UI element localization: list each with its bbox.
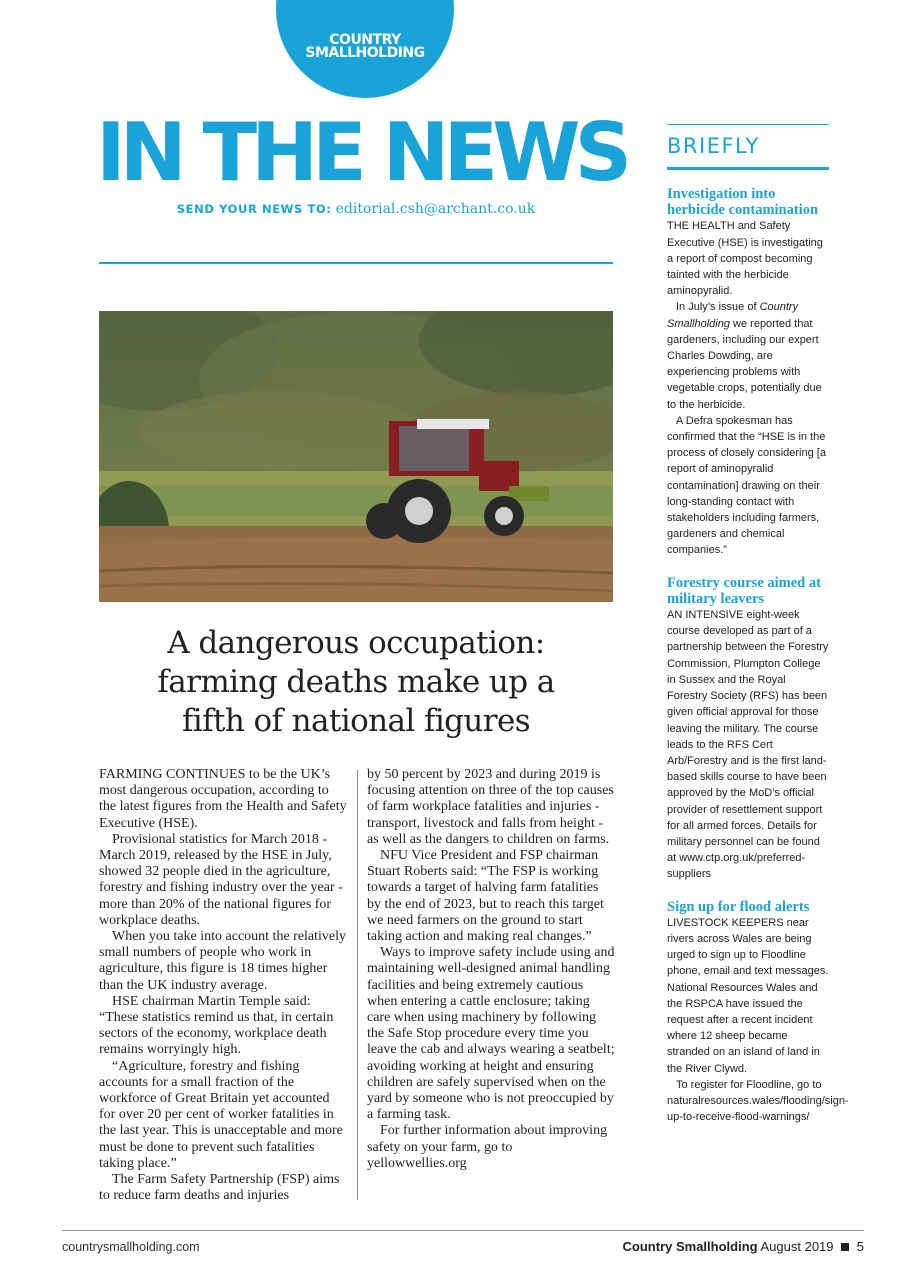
header-divider [99, 262, 613, 264]
article-paragraph: Ways to improve safety include using and maintaining well-designed animal handling facilities and being extremely cautious when entering a cattle enclosure; taking care when using machinery by following the Safe Stop procedure every time you leave the cab and always wearing a seatbelt; avoiding working at height and ensuring children are safely supervised when on the yard by someone who is not preoccupied by a farming task. [367, 945, 615, 1123]
brief-paragraph: THE HEALTH and Safety Executive (HSE) is investigating a report of compost becoming tainted with the herbicide aminopyralid. [667, 220, 823, 298]
article-paragraph: FARMING CONTINUES to be the UK’s most dangerous occupation, according to the latest figures from the Health and Safety Executive (HSE). [99, 767, 347, 831]
brief-paragraph: In July’s issue of Country Smallholding we reported that gardeners, including our expert Charles Dowding, are experiencing problems with vegetable crops, potentially due to the herbicide. [667, 301, 822, 411]
article-title-line: fifth of national figures [181, 703, 531, 739]
article-paragraph: NFU Vice President and FSP chairman Stuart Roberts said: “The FSP is working towards a target of halving farm fatalities by the end of 2023, but to reach this target we need farmers on the ground to start taking action and making real changes.” [367, 848, 604, 945]
send-news-email[interactable]: editorial.csh@archant.co.uk [335, 201, 536, 217]
briefly-sidebar [667, 124, 849, 1125]
footer-issue-date: August 2019 [760, 1239, 834, 1254]
magazine-logo [276, 0, 454, 98]
article-title [99, 624, 613, 741]
send-news-label: SEND YOUR NEWS TO: [176, 202, 332, 216]
article-title-line: A dangerous occupation: [167, 625, 545, 661]
brief-item [667, 186, 829, 559]
brief-title: Investigation into herbicide contamination [667, 186, 819, 219]
logo-line-1: COUNTRY [329, 32, 401, 48]
column-divider [357, 770, 358, 1200]
footer-magazine-name: Country Smallholding [622, 1239, 758, 1254]
brief-item [667, 575, 829, 883]
article-paragraph: HSE chairman Martin Temple said: “These statistics remind us that, in certain sectors of the economy, workplace death remains worryingly high. [99, 993, 334, 1058]
footer-page-number: 5 [856, 1239, 864, 1254]
logo-line-2: SMALLHOLDING [305, 45, 425, 61]
article-paragraph: by 50 percent by 2023 and during 2019 is focusing attention on three of the top causes of farm workplace fatalities and injuries - transport, livestock and falls from height - as well as the dangers to children on farms. [367, 767, 614, 847]
article-paragraph: When you take into account the relatively small numbers of people who work in agriculture, this figure is 18 times higher than the UK industry average. [99, 929, 347, 993]
article-column-1 [99, 767, 349, 1204]
article-paragraph: The Farm Safety Partnership (FSP) aims to reduce farm deaths and injuries [99, 1172, 340, 1204]
square-bullet-icon [841, 1243, 849, 1251]
brief-paragraph: AN INTENSIVE eight-week course developed as part of a partnership between the Forestry Commission, Plumpton College in Sussex and the Royal Forestry Society (RFS) has been given official approval for those leaving the military. The course leads to the RFS Cert Arb/Forestry and is the first land-based skills course to have been approved by the MoD’s official provider of resettlement support for all armed forces. Details for military personnel can be found at www.ctp.org.uk/preferred-suppliers [667, 609, 829, 881]
article-paragraph: “Agriculture, forestry and fishing accounts for a small fraction of the workforce of Great Britain yet accounted for over 20 per cent of worker fatalities in the last year. This is unacceptable and more must be done to prevent such fatalities taking place.” [99, 1058, 343, 1171]
sidebar-heading: BRIEFLY [667, 134, 760, 158]
brief-title: Sign up for flood alerts [667, 898, 810, 915]
send-news-line [99, 201, 613, 217]
section-title: IN THE NEWS [96, 106, 627, 199]
article-title-line: farming deaths make up a [157, 664, 555, 700]
footer-website[interactable]: countrysmallholding.com [62, 1240, 200, 1254]
footer-rule [62, 1230, 864, 1231]
brief-paragraph: To register for Floodline, go to naturalresources.wales/flooding/sign-up-to-receive-flood-warnings/ [667, 1078, 849, 1124]
article-paragraph: For further information about improving safety on your farm, go to yellowwellies.org [367, 1123, 608, 1171]
article-column-2 [367, 767, 615, 1172]
footer-issue-info [623, 1239, 864, 1254]
sidebar-heading-rule [667, 167, 829, 170]
brief-item [667, 898, 849, 1126]
tractor-photo [99, 311, 613, 602]
brief-title: Forestry course aimed at military leavers [667, 574, 821, 607]
brief-paragraph: A Defra spokesman has confirmed that the “HSE is in the process of closely considering [a report of aminopyralid contamination] drawing on their long-standing contact with stakeholders including farmers, gardeners and chemical companies.” [667, 414, 826, 557]
article-paragraph: Provisional statistics for March 2018 - March 2019, released by the HSE in July, showed 32 people died in the agriculture, forestry and fishing industry over the year - more than 20% of the national figures for workplace deaths. [99, 831, 343, 928]
brief-paragraph: LIVESTOCK KEEPERS near rivers across Wales are being urged to sign up to Floodline phone, email and text messages. National Resources Wales and the RSPCA have issued the request after a recent incident where 12 sheep became stranded on an island of land in the River Clywd. [667, 916, 829, 1075]
